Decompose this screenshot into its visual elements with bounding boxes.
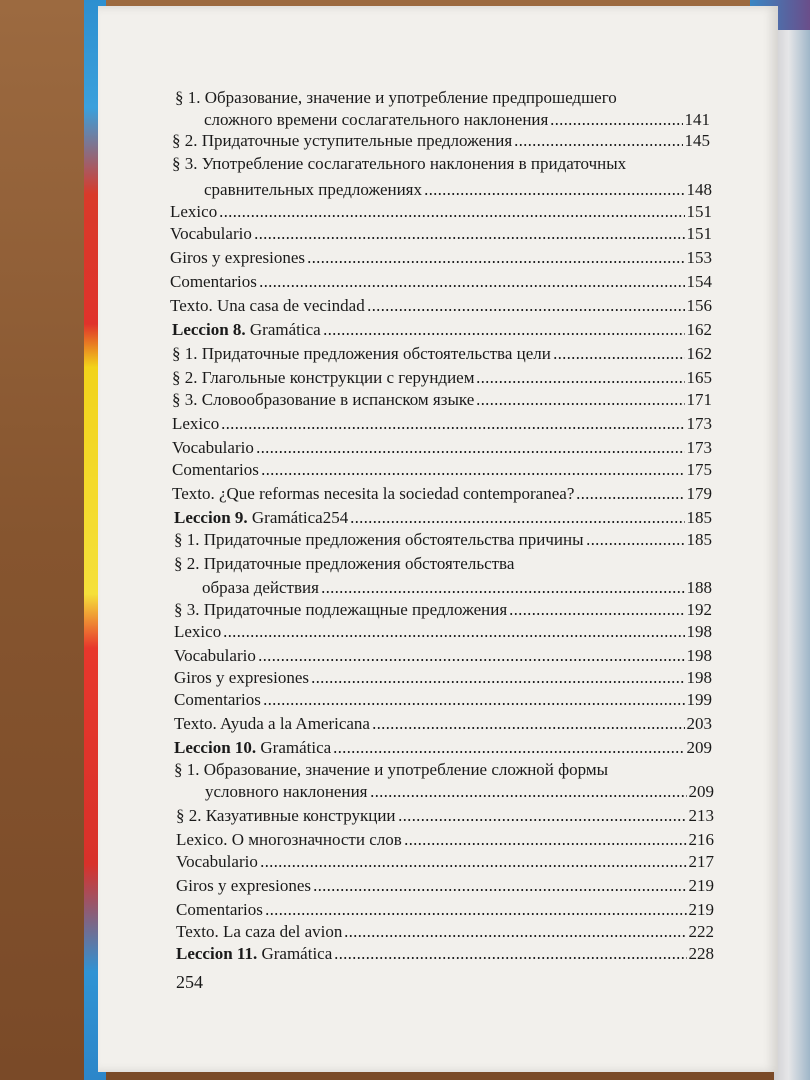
toc-page-number: 203	[686, 714, 712, 733]
toc-leader-dots	[370, 794, 687, 798]
toc-entry	[176, 900, 714, 920]
toc-page-number: 185	[686, 508, 712, 527]
toc-page-number: 198	[686, 622, 712, 641]
toc-entry	[172, 438, 712, 458]
toc-entry	[172, 414, 712, 434]
toc-entry-title	[204, 110, 548, 130]
toc-entry	[176, 944, 714, 964]
toc-entry-title	[176, 922, 342, 942]
toc-entry-text: § 1. Придаточные предложения обстоятельства причины	[174, 530, 584, 549]
toc-entry	[174, 714, 712, 734]
toc-entry-title	[170, 296, 365, 316]
toc-entry-text: Giros y expresiones	[176, 876, 312, 895]
toc-leader-dots	[321, 590, 685, 594]
toc-entry-title	[176, 900, 263, 920]
toc-page-number: 173	[686, 414, 712, 433]
toc-entry-text: § 1. Придаточные предложения обстоятельства цели	[172, 344, 551, 363]
toc-leader-dots	[261, 472, 685, 476]
toc-entry-title	[174, 738, 331, 758]
toc-leader-dots	[372, 726, 685, 730]
toc-entry-text: Gramática	[257, 944, 333, 963]
toc-entry-title	[172, 438, 254, 458]
toc-entry-title	[174, 646, 256, 666]
toc-entry-text: § 2. Глагольные конструкции с герундием	[172, 368, 475, 387]
toc-entry-text: § 3. Употребление сослагательного наклонения в придаточных	[172, 154, 627, 173]
toc-entry-text: Comentarios	[176, 900, 263, 919]
toc-page-number: 199	[686, 690, 712, 709]
toc-page-number: 222	[688, 922, 714, 941]
toc-entry-title	[176, 806, 396, 826]
toc-entry-title	[176, 830, 402, 850]
toc-leader-dots	[476, 380, 684, 384]
toc-entry-title	[172, 344, 551, 364]
toc-page-number: 216	[688, 830, 714, 849]
toc-entry-title	[172, 368, 474, 388]
toc-page-number: 219	[688, 876, 714, 895]
toc-entry-title	[205, 782, 368, 802]
toc-entry-text: Comentarios	[170, 272, 257, 291]
toc-entry-text: Giros y expresiones	[170, 248, 306, 267]
toc-page-number: 171	[686, 390, 712, 409]
toc-leader-dots	[256, 450, 685, 454]
toc-leader-dots	[350, 520, 684, 524]
toc-entry	[172, 390, 712, 410]
toc-entry-title	[202, 578, 319, 598]
toc-page-number: 175	[686, 460, 712, 479]
toc-entry-text: образа действия	[202, 578, 319, 597]
toc-entry	[176, 852, 714, 872]
toc-entry-text: § 3. Словообразование в испанском языке	[172, 390, 475, 409]
toc-entry-title	[176, 876, 311, 896]
toc-entry-text: § 1. Образование, значение и употребление сложной формы	[174, 760, 609, 779]
toc-entry-title	[174, 622, 221, 642]
toc-entry	[174, 668, 712, 688]
toc-entry	[170, 224, 712, 244]
toc-entry-text: Comentarios	[174, 690, 261, 709]
toc-entry-title	[170, 272, 257, 292]
toc-entry-text: Vocabulario	[170, 224, 252, 243]
toc-entry-title	[170, 224, 252, 244]
toc-entry-title	[174, 554, 514, 574]
toc-page-number: 148	[686, 180, 712, 199]
toc-page-number: 162	[686, 320, 712, 339]
toc-entry-text: Gramática	[245, 320, 321, 339]
toc-entry	[172, 484, 712, 504]
toc-entry	[170, 272, 712, 292]
toc-page-number: 209	[686, 738, 712, 757]
toc-page-number: 185	[686, 530, 712, 549]
toc-leader-dots	[263, 702, 685, 706]
toc-leader-dots	[323, 332, 685, 336]
toc-page-number: 198	[686, 646, 712, 665]
toc-entry-title	[172, 484, 574, 504]
toc-entry-title	[172, 154, 626, 174]
toc-entry	[174, 508, 712, 528]
toc-entry	[170, 296, 712, 316]
toc-entry	[204, 110, 710, 130]
toc-entry-title	[172, 320, 321, 340]
toc-leader-dots	[367, 308, 685, 312]
toc-leader-dots	[476, 402, 684, 406]
toc-page-number: 219	[688, 900, 714, 919]
toc-entry-title	[176, 852, 258, 872]
toc-entry	[174, 554, 575, 574]
toc-entry-text: Comentarios	[172, 460, 259, 479]
toc-entry-title	[172, 131, 512, 151]
toc-entry-title	[170, 202, 217, 222]
toc-entry-text: § 3. Придаточные подлежащные предложения	[174, 600, 508, 619]
toc-leader-dots	[223, 634, 684, 638]
toc-entry-text: Lexico	[172, 414, 220, 433]
toc-entry	[172, 368, 712, 388]
toc-page-number: 141	[684, 110, 710, 129]
toc-lesson-number: Leccion 10.	[174, 738, 257, 757]
toc-entry-title	[176, 944, 332, 964]
toc-entry-title	[174, 600, 507, 620]
toc-page-number: 213	[688, 806, 714, 825]
toc-entry	[176, 922, 714, 942]
toc-leader-dots	[221, 426, 684, 430]
toc-leader-dots	[550, 122, 682, 126]
toc-entry	[202, 578, 712, 598]
toc-entry	[172, 320, 712, 340]
toc-leader-dots	[260, 864, 687, 868]
toc-entry	[170, 202, 712, 222]
toc-leader-dots	[514, 143, 682, 147]
toc-page-number: 145	[684, 131, 710, 150]
toc-entry-text: § 2. Придаточные предложения обстоятельства	[174, 554, 515, 573]
toc-entry-title	[175, 88, 617, 108]
toc-page-number: 198	[686, 668, 712, 687]
toc-entry-text: Texto. ¿Que reformas necesita la sociedad contemporanea?	[172, 484, 575, 503]
toc-entry	[205, 782, 714, 802]
toc-page-number: 153	[686, 248, 712, 267]
toc-leader-dots	[265, 912, 687, 916]
toc-entry	[174, 738, 712, 758]
toc-entry-text: Lexico	[174, 622, 222, 641]
toc-entry-title	[174, 508, 348, 528]
toc-leader-dots	[259, 284, 685, 288]
toc-entry-text: Vocabulario	[174, 646, 256, 665]
toc-leader-dots	[509, 612, 684, 616]
toc-entry	[174, 690, 712, 710]
toc-leader-dots	[586, 542, 685, 546]
toc-lesson-number: Leccion 8.	[172, 320, 246, 339]
toc-entry	[176, 806, 714, 826]
toc-leader-dots	[219, 214, 684, 218]
toc-leader-dots	[344, 934, 686, 938]
toc-entry-text: Texto. La caza del avion	[176, 922, 343, 941]
toc-leader-dots	[311, 680, 684, 684]
toc-entry	[174, 530, 712, 550]
toc-leader-dots	[404, 842, 687, 846]
toc-entry	[172, 344, 712, 364]
toc-entry-text: условного наклонения	[205, 782, 368, 801]
toc-page-number: 228	[688, 944, 714, 963]
toc-entry	[174, 646, 712, 666]
toc-entry-title	[174, 760, 608, 780]
toc-entry	[176, 876, 714, 896]
toc-page-number: 151	[686, 202, 712, 221]
toc-entry	[204, 180, 712, 200]
toc-leader-dots	[553, 356, 685, 360]
toc-entry-title	[172, 414, 219, 434]
toc-entry-title	[172, 390, 474, 410]
toc-leader-dots	[254, 236, 685, 240]
toc-entry	[172, 154, 686, 174]
toc-entry-text: Texto. Una casa de vecindad	[170, 296, 365, 315]
toc-entry	[172, 131, 710, 151]
toc-leader-dots	[258, 658, 685, 662]
toc-entry	[172, 460, 712, 480]
toc-entry-title	[174, 714, 370, 734]
toc-page-number: 154	[686, 272, 712, 291]
toc-entry-title	[174, 530, 584, 550]
toc-page-number: 188	[686, 578, 712, 597]
toc-page-number: 209	[688, 782, 714, 801]
toc-leader-dots	[333, 750, 684, 754]
toc-entry	[174, 600, 712, 620]
toc-page-number: 165	[686, 368, 712, 387]
toc-entry-text: Vocabulario	[176, 852, 258, 871]
toc-leader-dots	[424, 192, 684, 196]
toc-entry	[174, 760, 715, 780]
toc-entry-title	[170, 248, 305, 268]
toc-page-number: 162	[686, 344, 712, 363]
toc-page-number: 156	[686, 296, 712, 315]
toc-entry-text: Vocabulario	[172, 438, 254, 457]
toc-entry-title	[174, 690, 261, 710]
toc-entry-text: § 2. Придаточные уступительные предложения	[172, 131, 513, 150]
toc-leader-dots	[307, 260, 684, 264]
toc-lesson-number: Leccion 11.	[176, 944, 258, 963]
toc-page-number: 192	[686, 600, 712, 619]
page-number: 254	[176, 972, 203, 992]
toc-entry-text: Gramática	[256, 738, 332, 757]
toc-entry-text: сравнительных предложениях	[204, 180, 423, 199]
toc-page-number: 179	[686, 484, 712, 503]
toc-entry-text: § 2. Казуативные конструкции	[176, 806, 396, 825]
toc-entry-text: Lexico	[170, 202, 218, 221]
toc-entry-text: Giros y expresiones	[174, 668, 310, 687]
toc-entry-text: Gramática254	[247, 508, 349, 527]
toc-entry-text: Texto. Ayuda a la Americana	[174, 714, 370, 733]
toc-page-number: 173	[686, 438, 712, 457]
toc-entry-title	[172, 460, 259, 480]
toc-leader-dots	[398, 818, 687, 822]
toc-entry-title	[174, 668, 309, 688]
toc-entry	[175, 88, 665, 108]
toc-entry-title	[204, 180, 422, 200]
toc-page-number: 151	[686, 224, 712, 243]
toc-leader-dots	[334, 956, 686, 960]
toc-entry	[170, 248, 712, 268]
toc-entry	[174, 622, 712, 642]
toc-entry-text: сложного времени сослагательного наклонения	[204, 110, 549, 129]
toc-page-number: 217	[688, 852, 714, 871]
toc-entry-text: Lexico. О многозначности слов	[176, 830, 402, 849]
toc-entry	[176, 830, 714, 850]
toc-leader-dots	[576, 496, 684, 500]
toc-entry-text: § 1. Образование, значение и употребление предпрошедшего	[175, 88, 617, 107]
toc-lesson-number: Leccion 9.	[174, 508, 248, 527]
toc-leader-dots	[313, 888, 686, 892]
